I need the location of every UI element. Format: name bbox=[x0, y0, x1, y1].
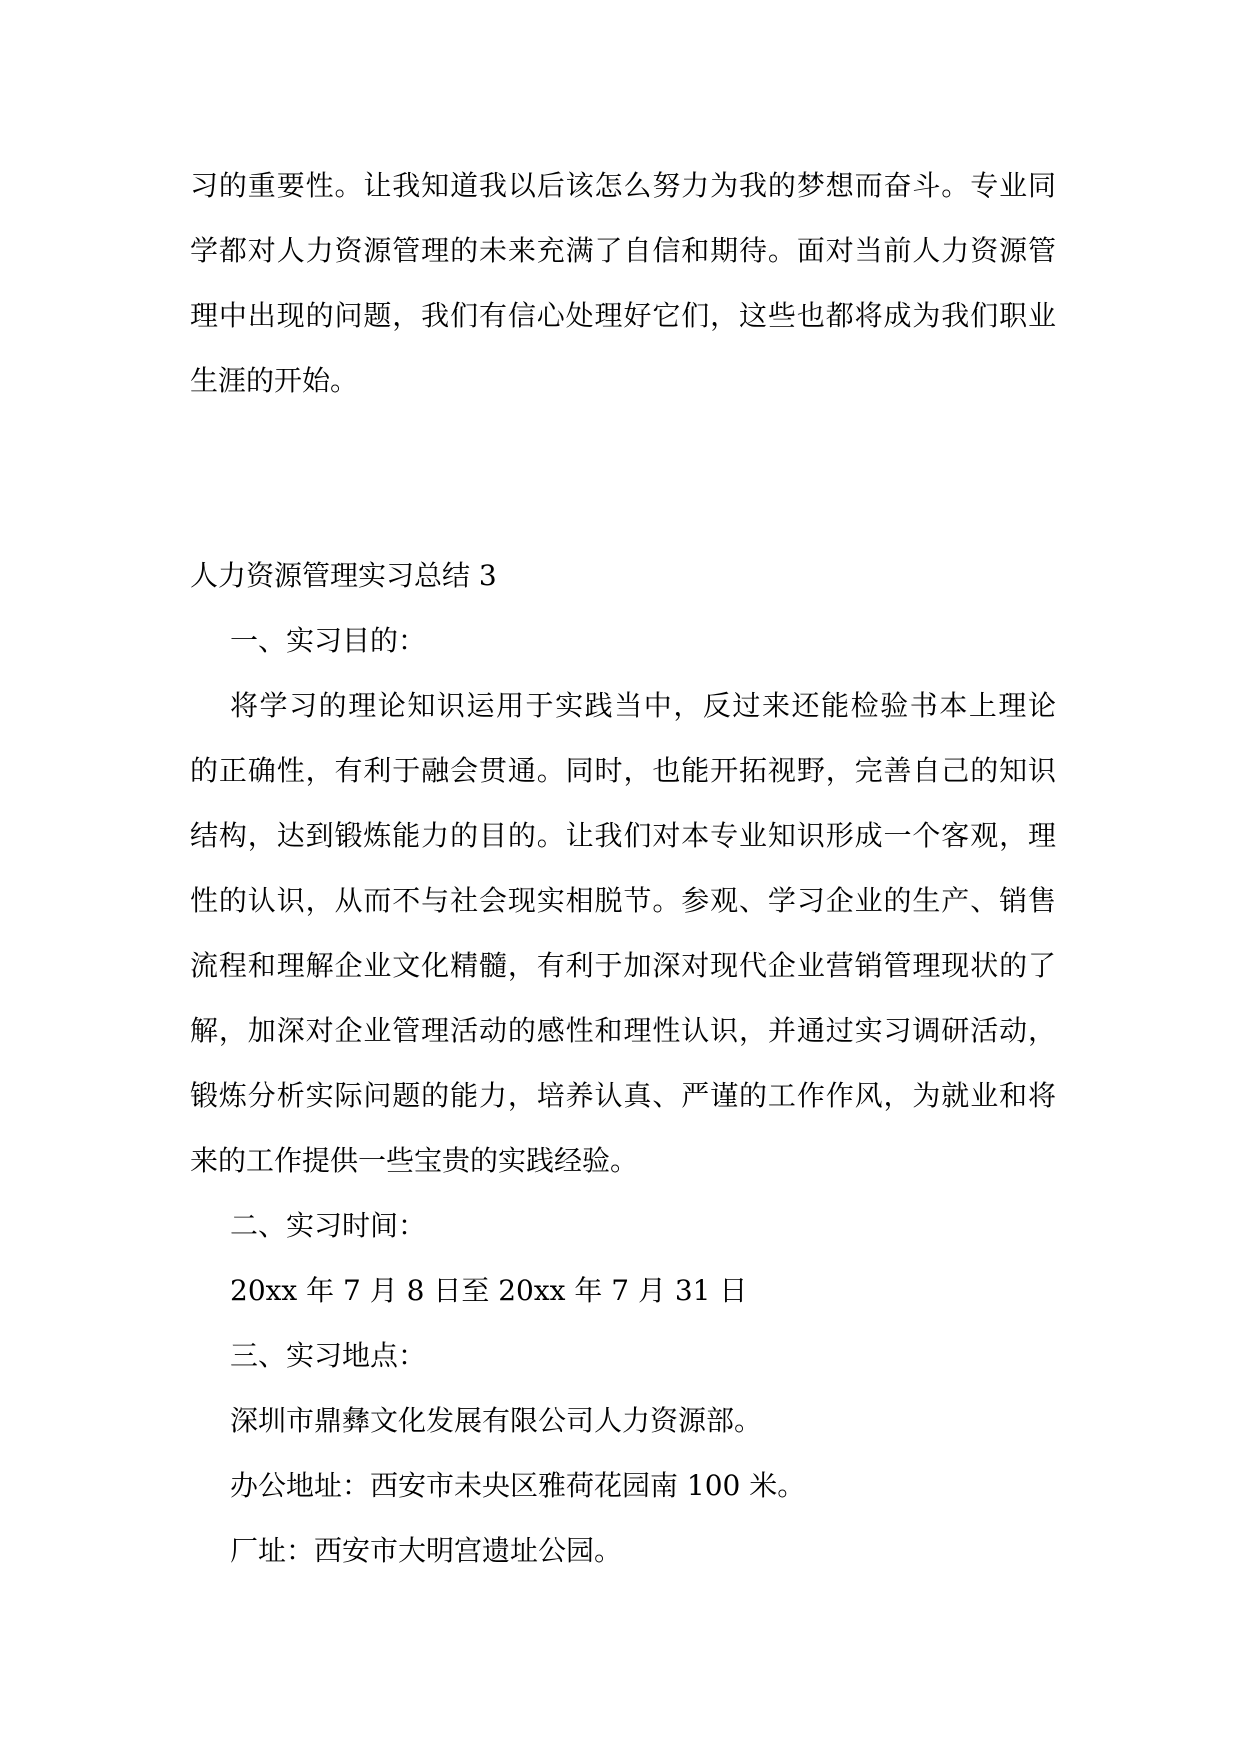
section-title: 人力资源管理实习总结 3 bbox=[190, 559, 497, 592]
paragraph-line: 学都对人力资源管理的未来充满了自信和期待。面对当前人力资源管 bbox=[190, 234, 1056, 267]
blank-space bbox=[190, 413, 1056, 543]
paragraph-line: 来的工作提供一些宝贵的实践经验。 bbox=[190, 1144, 639, 1177]
paragraph-line: 性的认识，从而不与社会现实相脱节。参观、学习企业的生产、销售 bbox=[190, 884, 1056, 917]
location-heading: 三、实习地点： bbox=[230, 1339, 427, 1372]
time-heading: 二、实习时间： bbox=[230, 1209, 427, 1242]
paragraph-line: 解，加深对企业管理活动的感性和理性认识，并通过实习调研活动， bbox=[190, 1014, 1056, 1047]
purpose-heading: 一、实习目的： bbox=[230, 624, 427, 657]
paragraph-line: 生涯的开始。 bbox=[190, 364, 359, 397]
location-company: 深圳市鼎彝文化发展有限公司人力资源部。 bbox=[230, 1404, 763, 1437]
paragraph-line: 流程和理解企业文化精髓，有利于加深对现代企业营销管理现状的了 bbox=[190, 949, 1056, 982]
paragraph-line: 将学习的理论知识运用于实践当中，反过来还能检验书本上理论 bbox=[230, 689, 1056, 722]
location-office-address: 办公地址：西安市未央区雅荷花园南 100 米。 bbox=[230, 1469, 806, 1502]
paragraph-line: 锻炼分析实际问题的能力，培养认真、严谨的工作作风，为就业和将 bbox=[190, 1079, 1056, 1112]
paragraph-line: 的正确性，有利于融会贯通。同时，也能开拓视野，完善自己的知识 bbox=[190, 754, 1056, 787]
paragraph-line: 习的重要性。让我知道我以后该怎么努力为我的梦想而奋斗。专业同 bbox=[190, 169, 1056, 202]
purpose-paragraph bbox=[190, 673, 1056, 1193]
continuation-paragraph bbox=[190, 153, 1056, 413]
paragraph-line: 理中出现的问题，我们有信心处理好它们，这些也都将成为我们职业 bbox=[190, 299, 1056, 332]
document-body bbox=[190, 153, 1056, 1583]
location-factory-address: 厂址：西安市大明宫遗址公园。 bbox=[230, 1534, 623, 1567]
time-value: 20xx 年 7 月 8 日至 20xx 年 7 月 31 日 bbox=[230, 1274, 748, 1307]
paragraph-line: 结构，达到锻炼能力的目的。让我们对本专业知识形成一个客观，理 bbox=[190, 819, 1056, 852]
